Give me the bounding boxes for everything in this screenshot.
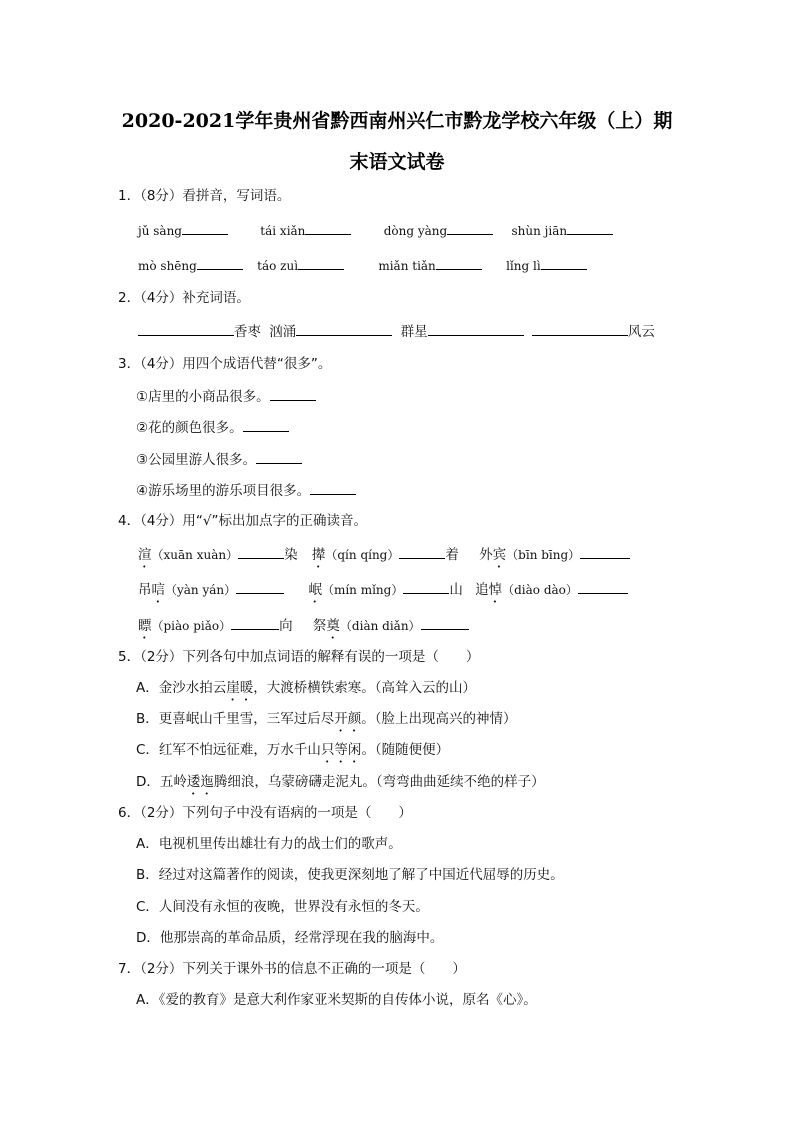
pinyin-options: （piào piǎo） — [151, 619, 232, 633]
dotted-char: 渲 — [138, 547, 152, 563]
pinyin-options: （mín mǐng） — [321, 583, 404, 597]
pinyin-item: miǎn tiǎn — [378, 259, 436, 273]
answer-blank[interactable] — [532, 321, 628, 336]
idiom-fragment: 群星 — [400, 324, 428, 340]
option-b: B．经过对这篇著作的阅读，使我更深刻地了解了中国近代屈辱的历史。 — [136, 867, 564, 883]
dotted-char: 撵 — [311, 547, 326, 563]
question-3-item — [136, 417, 289, 437]
pinyin-options: （diàn diǎn） — [339, 619, 421, 633]
question-1-row-1 — [138, 220, 613, 240]
answer-blank[interactable] — [403, 579, 449, 594]
answer-blank[interactable] — [428, 321, 524, 336]
pinyin-item: jǔ sàng — [138, 224, 182, 238]
answer-blank[interactable] — [421, 615, 469, 630]
option-a — [136, 679, 476, 704]
option-text: A．金沙水拍云 — [136, 680, 227, 696]
pinyin-item: mò shēng — [138, 259, 197, 273]
option-b — [136, 710, 517, 735]
question-6-stem: 6．（2分）下列句子中没有语病的一项是（ ） — [118, 805, 412, 821]
dotted-word: 开颜 — [334, 711, 362, 727]
word-head: 外 — [479, 547, 493, 563]
pinyin-options: （xuān xuàn） — [151, 548, 239, 562]
answer-blank[interactable] — [436, 255, 482, 270]
question-1-row-2 — [138, 255, 587, 275]
option-text: D．五岭 — [136, 774, 187, 790]
answer-blank[interactable] — [399, 544, 445, 559]
answer-blank[interactable] — [447, 220, 493, 235]
idiom-fragment: 汹涌 — [269, 324, 297, 340]
word-tail: 染 — [284, 547, 298, 563]
idiom-fragment: 风云 — [627, 324, 655, 340]
dotted-word: 逶迤 — [186, 774, 214, 790]
option-text: B．更喜岷山千里雪，三军过后尽 — [136, 711, 335, 727]
pinyin-item: shùn jiān — [511, 224, 568, 238]
answer-blank[interactable] — [296, 321, 392, 336]
option-c: C．人间没有永恒的夜晚，世界没有永恒的冬天。 — [136, 899, 429, 915]
word-tail: 着 — [445, 547, 459, 563]
option-text: 。（随随便便） — [361, 742, 450, 758]
dotted-char: 瞟 — [138, 618, 152, 634]
item-text: ③公园里游人很多。 — [136, 452, 257, 468]
option-text: ，大渡桥横铁索寒。（高耸入云的山） — [253, 680, 476, 696]
answer-blank[interactable] — [580, 544, 630, 559]
option-c — [136, 741, 449, 766]
answer-blank[interactable] — [270, 386, 316, 401]
option-a: A．《爱的教育》是意大利作家亚米契斯的自传体小说，原名《心》。 — [136, 992, 537, 1008]
exam-title-line-2: 末语文试卷 — [349, 151, 445, 173]
dotted-char: 奠 — [326, 618, 340, 634]
question-4-row-1 — [138, 544, 630, 571]
dotted-word: 崖暖 — [226, 680, 254, 696]
question-2-row — [138, 321, 655, 341]
question-4-stem: 4．（4分）用“√”标出加点字的正确读音。 — [118, 513, 368, 529]
answer-blank[interactable] — [298, 255, 344, 270]
answer-blank[interactable] — [541, 255, 587, 270]
option-d: D．他那崇高的革命品质，经常浮现在我的脑海中。 — [136, 930, 444, 946]
dotted-char: 唁 — [151, 582, 165, 598]
answer-blank[interactable] — [578, 579, 628, 594]
item-text: ④游乐场里的游乐项目很多。 — [136, 483, 311, 499]
answer-blank[interactable] — [182, 220, 228, 235]
question-7-stem: 7．（2分）下列关于课外书的信息不正确的一项是（ ） — [118, 961, 466, 977]
question-3-item — [136, 449, 302, 469]
dotted-word: 只等闲 — [320, 742, 362, 758]
word-head: 祭 — [312, 618, 327, 634]
option-text: 腾细浪，乌蒙磅礴走泥丸。（弯弯曲曲延续不绝的样子） — [213, 774, 545, 790]
word-tail: 向 — [279, 618, 293, 634]
dotted-char: 悼 — [488, 582, 503, 598]
pinyin-options: （bīn bīng） — [506, 548, 581, 562]
answer-blank[interactable] — [305, 220, 351, 235]
item-text: ②花的颜色很多。 — [136, 420, 243, 436]
pinyin-item: dòng yàng — [383, 224, 448, 238]
word-head: 吊 — [138, 582, 152, 598]
word-head: 追 — [475, 582, 489, 598]
option-d — [136, 773, 545, 798]
question-4-row-2 — [138, 579, 628, 606]
item-text: ①店里的小商品很多。 — [136, 389, 270, 405]
answer-blank[interactable] — [238, 544, 284, 559]
answer-blank[interactable] — [231, 615, 279, 630]
question-4-row-3 — [138, 615, 469, 642]
answer-blank[interactable] — [567, 220, 613, 235]
word-tail: 山 — [449, 582, 463, 598]
question-3-stem: 3．（4分）用四个成语代替“很多”。 — [118, 356, 332, 372]
idiom-fragment: 香枣 — [234, 324, 261, 340]
pinyin-options: （yàn yán） — [165, 583, 237, 597]
pinyin-item: lǐng lì — [506, 259, 541, 273]
exam-title-line-1: 2020-2021学年贵州省黔西南州兴仁市黔龙学校六年级（上）期 — [121, 110, 673, 132]
option-text: C．红军不怕远征难，万水千山 — [136, 742, 321, 758]
question-3-item — [136, 480, 356, 500]
question-3-item — [136, 386, 316, 406]
option-a: A．电视机里传出雄壮有力的战士们的歌声。 — [136, 836, 402, 852]
option-text: 。（脸上出现高兴的神情） — [361, 711, 517, 727]
question-2-stem: 2．（4分）补充词语。 — [118, 290, 250, 306]
pinyin-options: （diào dào） — [502, 583, 578, 597]
dotted-char: 宾 — [492, 547, 507, 563]
answer-blank[interactable] — [197, 255, 243, 270]
question-5-stem: 5．（2分）下列各句中加点词语的解释有误的一项是（ ） — [118, 649, 480, 665]
pinyin-item: tái xiǎn — [260, 224, 306, 238]
pinyin-options: （qín qíng） — [325, 548, 400, 562]
answer-blank[interactable] — [138, 321, 234, 336]
answer-blank[interactable] — [243, 417, 289, 432]
answer-blank[interactable] — [256, 449, 302, 464]
answer-blank[interactable] — [236, 579, 284, 594]
question-1-stem: 1．（8分）看拼音，写词语。 — [118, 188, 291, 204]
answer-blank[interactable] — [310, 480, 356, 495]
dotted-char: 岷 — [308, 582, 322, 598]
pinyin-item: táo zuì — [257, 259, 299, 273]
